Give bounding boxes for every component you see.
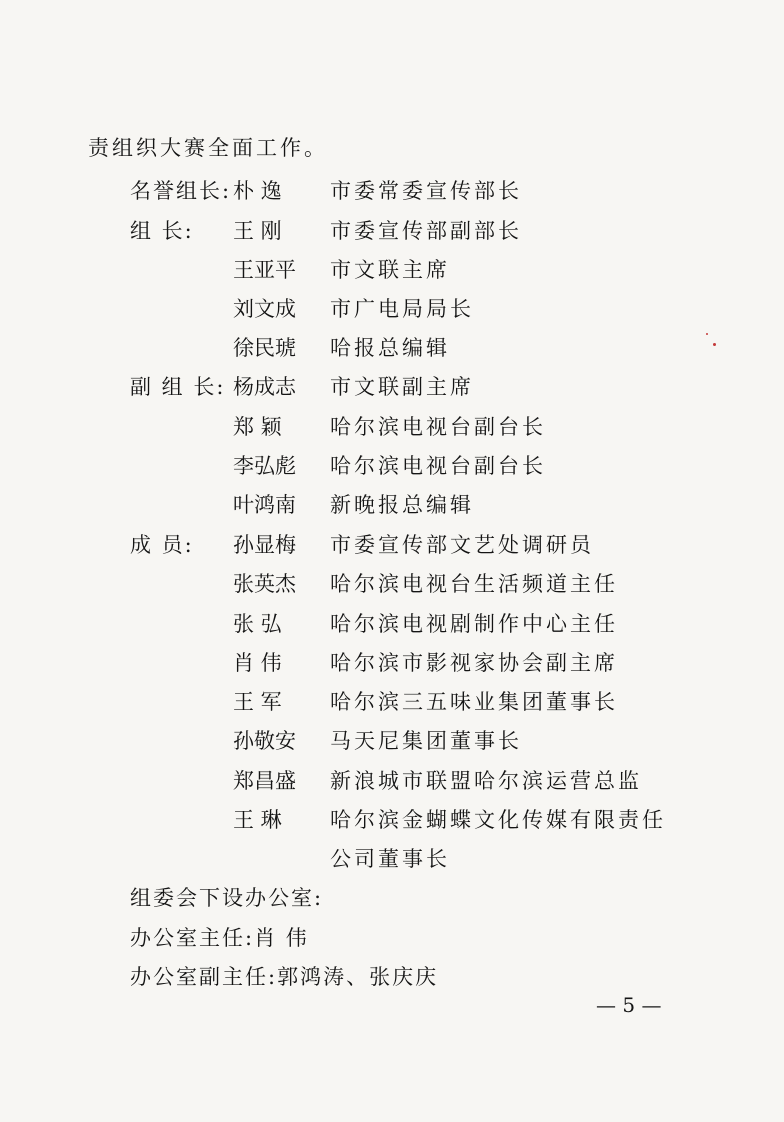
page-number: — 5 — bbox=[596, 993, 662, 1017]
member-title: 哈尔滨三五味业集团董事长 bbox=[330, 690, 618, 714]
member-name: 郑 颖 bbox=[233, 415, 282, 439]
member-name: 叶鸿南 bbox=[233, 493, 296, 517]
office-intro: 组委会下设办公室: bbox=[130, 886, 324, 910]
member-name: 刘文成 bbox=[233, 297, 296, 321]
member-name: 朴 逸 bbox=[233, 179, 282, 203]
member-title: 新浪城市联盟哈尔滨运营总监 bbox=[330, 769, 642, 793]
member-title: 哈报总编辑 bbox=[330, 336, 450, 360]
member-title-continuation: 公司董事长 bbox=[330, 847, 450, 871]
print-speck bbox=[713, 343, 716, 346]
member-title: 哈尔滨市影视家协会副主席 bbox=[330, 651, 618, 675]
member-title: 哈尔滨电视台副台长 bbox=[330, 454, 546, 478]
group-label-members: 成 员: bbox=[130, 533, 194, 557]
member-title: 市文联副主席 bbox=[330, 375, 474, 399]
member-title: 哈尔滨电视台副台长 bbox=[330, 415, 546, 439]
member-title: 哈尔滨电视剧制作中心主任 bbox=[330, 612, 618, 636]
member-title: 市委宣传部副部长 bbox=[330, 219, 522, 243]
member-name: 王亚平 bbox=[233, 258, 296, 282]
member-title: 市委常委宣传部长 bbox=[330, 179, 522, 203]
member-name: 杨成志 bbox=[233, 375, 296, 399]
group-label-leader: 组 长: bbox=[130, 219, 194, 243]
member-name: 徐民琥 bbox=[233, 336, 296, 360]
office-deputy-director: 办公室副主任:郭鸿涛、张庆庆 bbox=[130, 965, 439, 989]
member-name: 张英杰 bbox=[233, 572, 296, 596]
member-name: 王 琳 bbox=[233, 808, 282, 832]
group-label-honorary-leader: 名誉组长: bbox=[130, 179, 232, 203]
group-label-deputy-leader: 副 组 长: bbox=[130, 375, 226, 399]
member-name: 王 军 bbox=[233, 690, 282, 714]
member-name: 李弘彪 bbox=[233, 454, 296, 478]
member-title: 哈尔滨金蝴蝶文化传媒有限责任 bbox=[330, 808, 666, 832]
intro-line: 责组织大赛全面工作。 bbox=[88, 136, 328, 160]
member-name: 王 刚 bbox=[233, 219, 282, 243]
member-title: 新晚报总编辑 bbox=[330, 493, 474, 517]
member-name: 孙显梅 bbox=[233, 533, 296, 557]
member-title: 市委宣传部文艺处调研员 bbox=[330, 533, 594, 557]
member-name: 孙敬安 bbox=[233, 729, 296, 753]
print-speck bbox=[706, 333, 708, 335]
member-title: 马天尼集团董事长 bbox=[330, 729, 522, 753]
member-name: 肖 伟 bbox=[233, 651, 282, 675]
member-title: 哈尔滨电视台生活频道主任 bbox=[330, 572, 618, 596]
member-name: 郑昌盛 bbox=[233, 769, 296, 793]
member-title: 市广电局局长 bbox=[330, 297, 474, 321]
member-title: 市文联主席 bbox=[330, 258, 450, 282]
member-name: 张 弘 bbox=[233, 612, 282, 636]
office-director: 办公室主任:肖 伟 bbox=[130, 926, 309, 950]
